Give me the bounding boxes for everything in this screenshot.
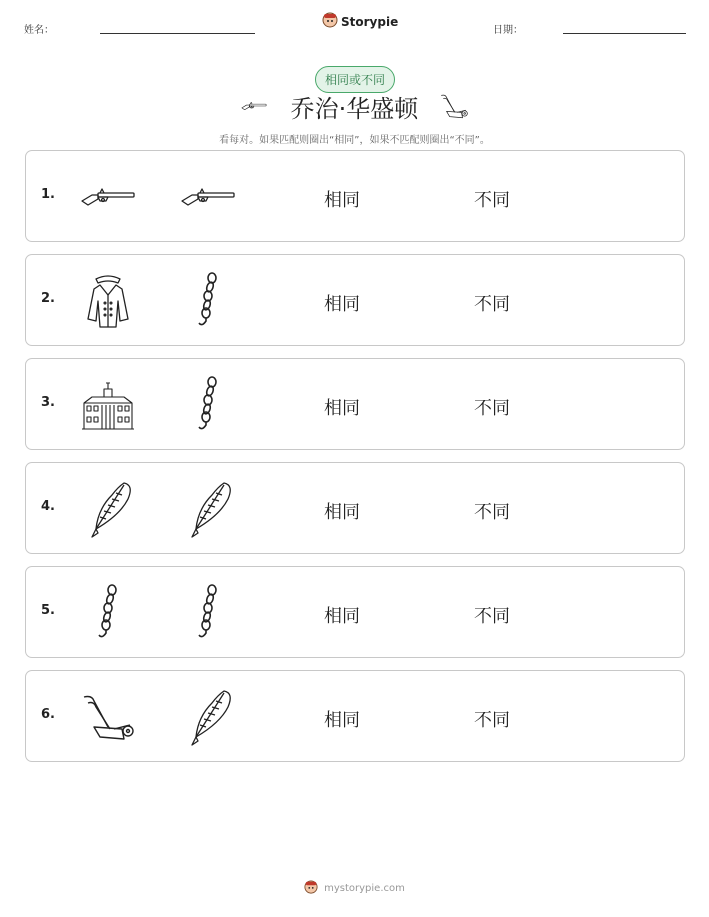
storypie-mascot-icon	[322, 12, 338, 32]
storypie-mascot-icon	[304, 879, 318, 898]
musket-icon	[78, 167, 138, 227]
same-option[interactable]: 相同	[324, 606, 360, 627]
date-line[interactable]	[563, 33, 686, 34]
question-row	[25, 670, 685, 762]
chain-icon	[178, 583, 238, 643]
question-number: 6.	[41, 707, 55, 722]
musket-icon	[178, 167, 238, 227]
brand-logo	[322, 12, 398, 32]
same-option[interactable]: 相同	[324, 710, 360, 731]
instructions: 看每对。如果匹配则圈出“相同”，如果不匹配则圈出“不同”。	[219, 135, 490, 146]
question-row	[25, 566, 685, 658]
different-option[interactable]: 不同	[474, 294, 510, 315]
chain-icon	[178, 271, 238, 331]
different-option[interactable]: 不同	[474, 190, 510, 211]
quill-pen-icon	[178, 687, 238, 747]
quill-pen-icon	[178, 479, 238, 539]
quill-pen-icon	[78, 479, 138, 539]
page-title: 乔治·华盛顿	[290, 95, 419, 123]
name-label: 姓名：	[24, 25, 54, 36]
plow-icon	[438, 90, 470, 122]
question-row	[25, 150, 685, 242]
question-row	[25, 254, 685, 346]
different-option[interactable]: 不同	[474, 606, 510, 627]
colonial-coat-icon	[78, 271, 138, 331]
date-label: 日期：	[493, 25, 523, 36]
different-option[interactable]: 不同	[474, 502, 510, 523]
question-number: 2.	[41, 291, 55, 306]
different-option[interactable]: 不同	[474, 398, 510, 419]
question-number: 4.	[41, 499, 55, 514]
chain-icon	[78, 583, 138, 643]
name-line[interactable]	[100, 33, 255, 34]
brand-name: Storypie	[341, 15, 399, 29]
chain-icon	[178, 375, 238, 435]
footer-site[interactable]: mystorypie.com	[324, 883, 405, 894]
same-option[interactable]: 相同	[324, 502, 360, 523]
same-option[interactable]: 相同	[324, 294, 360, 315]
mansion-icon	[78, 375, 138, 435]
same-option[interactable]: 相同	[324, 398, 360, 419]
plow-icon	[78, 687, 138, 747]
question-row	[25, 358, 685, 450]
question-number: 1.	[41, 187, 55, 202]
question-number: 3.	[41, 395, 55, 410]
footer	[0, 879, 709, 898]
question-row	[25, 462, 685, 554]
same-option[interactable]: 相同	[324, 190, 360, 211]
worksheet-type-tag: 相同或不同	[315, 66, 395, 93]
different-option[interactable]: 不同	[474, 710, 510, 731]
question-number: 5.	[41, 603, 55, 618]
